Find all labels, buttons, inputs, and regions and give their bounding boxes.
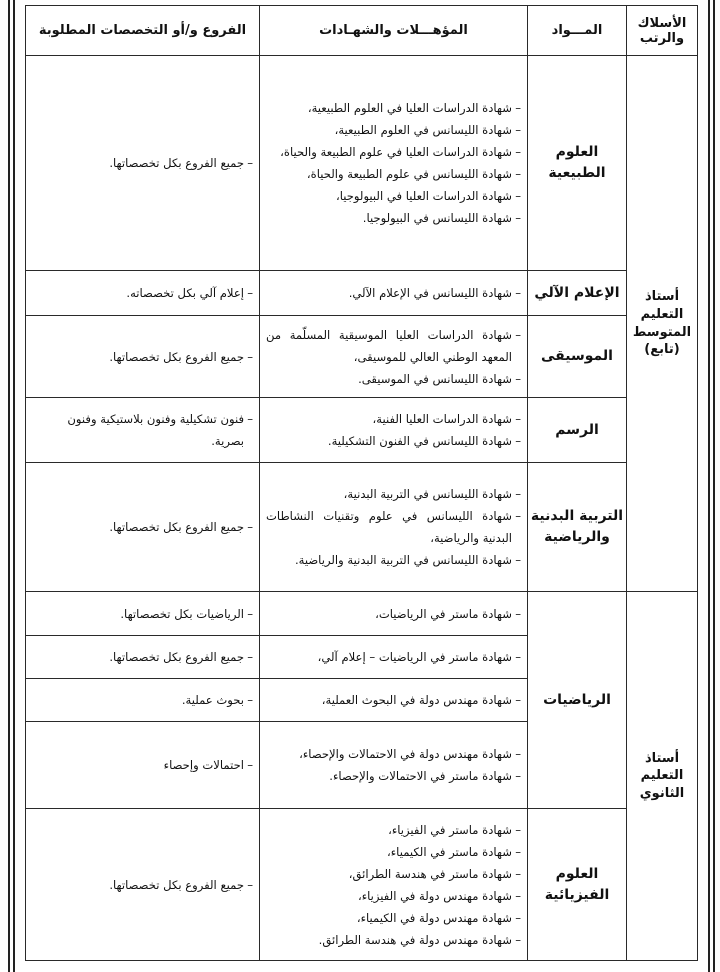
bullet-dash: – [515, 434, 521, 448]
qualification-item [266, 97, 521, 119]
page-border-left-outer [8, 0, 10, 972]
specialties-cell [26, 592, 260, 636]
specialty-item [32, 603, 253, 625]
qualifications-cell [260, 271, 528, 316]
bullet-dash: – [515, 327, 521, 342]
qualification-item-text: شهادة الدراسات العليا في العلوم الطبيعية، [307, 101, 512, 115]
qualification-item [266, 282, 521, 304]
bullet-dash: – [247, 156, 253, 170]
bullet-dash: – [515, 747, 521, 761]
specialties-cell [26, 809, 260, 961]
qualification-item-text: شهادة مهندس دولة في الفيزياء، [357, 888, 512, 903]
bullet-dash: – [247, 520, 253, 534]
qualification-item [266, 819, 521, 841]
specialty-item [32, 689, 253, 711]
bullet-dash: – [515, 412, 521, 426]
qualifications-cell [260, 722, 528, 809]
qualification-item-text: شهادة الدراسات العليا في البيولوجيا، [335, 189, 512, 203]
qualification-item [266, 368, 521, 390]
table-row [26, 316, 698, 398]
qualification-item-text: شهادة الليسانس في التربية البدنية، [343, 487, 512, 501]
qualification-item-text: شهادة مهندس دولة في هندسة الطرائق. [318, 932, 512, 947]
bullet-dash: – [515, 145, 521, 159]
qualification-item-text: شهادة ماستر في الرياضيات – إعلام آلي، [317, 650, 512, 664]
specialty-item [32, 346, 253, 368]
subject-cell: الرسم [528, 398, 627, 463]
bullet-dash: – [515, 693, 521, 707]
specialty-item-text: جميع الفروع بكل تخصصاتها. [109, 349, 244, 364]
qualification-item [266, 119, 521, 141]
bullet-dash: – [515, 650, 521, 664]
qualification-item-text: شهادة ماستر في الكيمياء، [386, 844, 512, 859]
qualification-item [266, 505, 521, 549]
qualification-item-text: شهادة الليسانس في علوم وتقنيات النشاطات البدنية والرياضية، [266, 509, 512, 545]
bullet-dash: – [247, 693, 253, 707]
qualification-item-text: شهادة الليسانس في الفنون التشكيلية. [327, 434, 512, 448]
qualification-item-text: شهادة مهندس دولة في الاحتمالات والإحصاء، [299, 747, 512, 761]
qualifications-cell [260, 56, 528, 271]
specialties-cell [26, 463, 260, 592]
qualification-item [266, 549, 521, 571]
qualification-item [266, 163, 521, 185]
qualification-item-text: شهادة ماستر في هندسة الطرائق، [348, 866, 512, 881]
bullet-dash: – [515, 371, 521, 386]
bullet-dash: – [515, 487, 521, 501]
qualification-item [266, 743, 521, 765]
qualification-item [266, 689, 521, 711]
specialty-item [32, 874, 253, 896]
subject-cell: الإعلام الآلي [528, 271, 627, 316]
bullet-dash: – [247, 877, 253, 892]
specialty-item [32, 282, 253, 304]
bullet-dash: – [515, 123, 521, 137]
subject-cell: العلوم الطبيعية [528, 56, 627, 271]
qualification-item [266, 863, 521, 885]
specialty-item-text: احتمالات وإحصاء [163, 758, 244, 772]
qualification-item-text: شهادة الليسانس في الموسيقى. [358, 371, 512, 386]
qualification-item [266, 324, 521, 368]
bullet-dash: – [515, 888, 521, 903]
bullet-dash: – [515, 769, 521, 783]
specialty-item [32, 754, 253, 776]
header-qualifications: المؤهـــلات والشهـادات [260, 6, 528, 56]
specialties-cell [26, 271, 260, 316]
subject-cell: العلوم الفيزيائية [528, 809, 627, 961]
specialties-cell [26, 56, 260, 271]
rank-cell: أستاذ التعليم الثانوي [627, 592, 698, 961]
bullet-dash: – [515, 910, 521, 925]
bullet-dash: – [247, 650, 253, 664]
specialty-item [32, 516, 253, 538]
table-row [26, 56, 698, 271]
qualification-item [266, 765, 521, 787]
qualification-item-text: شهادة الدراسات العليا الموسيقية المسلّمة من المعهد الوطني العالي للموسيقى، [266, 327, 512, 364]
page-border-right-outer [713, 0, 715, 972]
bullet-dash: – [515, 211, 521, 225]
bullet-dash: – [515, 101, 521, 115]
subject-cell: الرياضيات [528, 592, 627, 809]
specialty-item-text: جميع الفروع بكل تخصصاتها. [109, 520, 244, 534]
qualification-item [266, 483, 521, 505]
specialties-cell [26, 722, 260, 809]
qualifications-cell [260, 316, 528, 398]
qualifications-cell [260, 463, 528, 592]
page-border-left-inner [13, 0, 15, 972]
qualification-item [266, 408, 521, 430]
header-subjects: المـــواد [528, 6, 627, 56]
specialty-item [32, 646, 253, 668]
qualification-item-text: شهادة مهندس دولة في البحوث العملية، [321, 693, 512, 707]
specialties-cell [26, 398, 260, 463]
rank-cell: أستاذ التعليم المتوسط (تابع) [627, 56, 698, 592]
qualification-item [266, 929, 521, 951]
specialty-item-text: إعلام آلي بكل تخصصاته. [126, 286, 244, 300]
qualifications-cell [260, 679, 528, 722]
qualification-item-text: شهادة ماستر في الرياضيات، [375, 606, 512, 621]
qualification-item-text: شهادة الليسانس في الإعلام الآلي. [348, 286, 512, 300]
qualification-item [266, 885, 521, 907]
bullet-dash: – [515, 606, 521, 621]
table-row [26, 398, 698, 463]
subject-cell: التربية البدنية والرياضية [528, 463, 627, 592]
bullet-dash: – [247, 606, 253, 621]
bullet-dash: – [515, 509, 521, 523]
header-ranks: الأسلاك والرتب [627, 6, 698, 56]
bullet-dash: – [247, 286, 253, 300]
specialty-item-text: جميع الفروع بكل تخصصاتها. [109, 650, 244, 664]
qualification-item-text: شهادة الليسانس في التربية البدنية والرياضية. [294, 553, 512, 567]
qualifications-cell [260, 809, 528, 961]
qualification-item [266, 841, 521, 863]
specialty-item-text: بحوث عملية. [181, 693, 244, 707]
qualification-item-text: شهادة مهندس دولة في الكيمياء، [356, 910, 512, 925]
bullet-dash: – [515, 286, 521, 300]
bullet-dash: – [515, 932, 521, 947]
qualification-item-text: شهادة الليسانس في البيولوجيا. [362, 211, 512, 225]
qualification-item [266, 207, 521, 229]
page-border-right-inner [708, 0, 710, 972]
specialty-item [32, 152, 253, 174]
bullet-dash: – [515, 167, 521, 181]
qualification-item-text: شهادة ماستر في الفيزياء، [388, 822, 512, 837]
bullet-dash: – [515, 866, 521, 881]
qualifications-cell [260, 398, 528, 463]
bullet-dash: – [247, 758, 253, 772]
bullet-dash: – [247, 349, 253, 364]
bullet-dash: – [515, 844, 521, 859]
subject-cell: الموسيقى [528, 316, 627, 398]
qualification-item [266, 185, 521, 207]
qualification-item-text: شهادة ماستر في الاحتمالات والإحصاء. [329, 769, 512, 783]
specialties-cell [26, 316, 260, 398]
specialty-item-text: فنون تشكيلية وفنون بلاستيكية وفنون بصرية. [67, 412, 244, 448]
qualification-item [266, 603, 521, 625]
table-row [26, 809, 698, 961]
header-row [26, 6, 698, 56]
qualifications-cell [260, 636, 528, 679]
qualifications-cell [260, 592, 528, 636]
specialties-cell [26, 636, 260, 679]
qualification-item-text: شهادة الدراسات العليا الفنية، [372, 412, 512, 426]
table-row [26, 592, 698, 636]
qualifications-table [25, 5, 698, 961]
qualification-item [266, 141, 521, 163]
bullet-dash: – [515, 822, 521, 837]
bullet-dash: – [247, 412, 253, 426]
table-row [26, 271, 698, 316]
qualification-item [266, 430, 521, 452]
specialty-item-text: جميع الفروع بكل تخصصاتها. [109, 156, 244, 170]
specialty-item-text: الرياضيات بكل تخصصاتها. [120, 606, 244, 621]
qualification-item-text: شهادة الليسانس في علوم الطبيعة والحياة، [306, 167, 512, 181]
qualification-item [266, 646, 521, 668]
qualification-item-text: شهادة الدراسات العليا في علوم الطبيعة والحياة، [280, 145, 512, 159]
qualification-item [266, 907, 521, 929]
table-row [26, 463, 698, 592]
bullet-dash: – [515, 189, 521, 203]
specialty-item-text: جميع الفروع بكل تخصصاتها. [109, 877, 244, 892]
header-specialties: الفروع و/أو التخصصات المطلوبة [26, 6, 260, 56]
specialties-cell [26, 679, 260, 722]
specialty-item [32, 408, 253, 452]
table-body [26, 56, 698, 961]
qualification-item-text: شهادة الليسانس في العلوم الطبيعية، [334, 123, 512, 137]
bullet-dash: – [515, 553, 521, 567]
